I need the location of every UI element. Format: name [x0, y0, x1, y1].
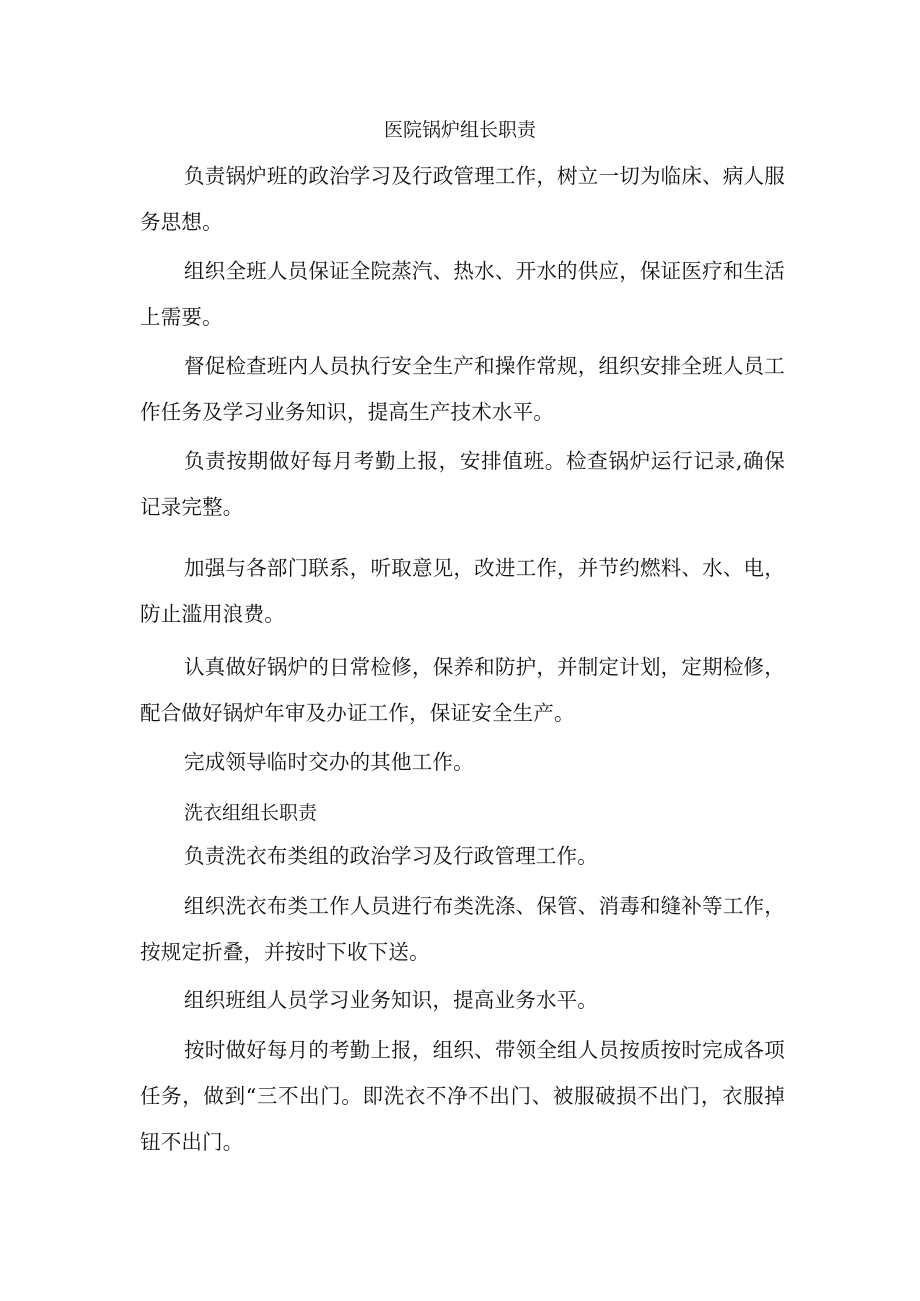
paragraph-2: 组织全班人员保证全院蒸汽、热水、开水的供应，保证医疗和生活上需要。: [140, 259, 785, 329]
paragraph-4: 负责按期做好每月考勤上报，安排值班。检查锅炉运行记录,确保记录完整。: [140, 449, 785, 519]
paragraph-10: 组织班组人员学习业务知识，提高业务水平。: [184, 988, 598, 1012]
paragraph-9: 组织洗衣布类工作人员进行布类洗涤、保管、消毒和缝补等工作，按规定折叠，并按时下收下送。: [140, 894, 785, 964]
paragraph-6: 认真做好锅炉的日常检修，保养和防护，并制定计划，定期检修，配合做好锅炉年审及办证工作，保证安全生产。: [140, 655, 785, 725]
document-title: 医院锅炉组长职责: [383, 119, 536, 141]
paragraph-5: 加强与各部门联系，听取意见，改进工作，并节约燃料、水、电，防止滥用浪费。: [140, 556, 785, 626]
paragraph-3: 督促检查班内人员执行安全生产和操作常规，组织安排全班人员工作任务及学习业务知识，提高生产技术水平。: [140, 354, 785, 424]
section-title-laundry: 洗衣组组长职责: [184, 802, 318, 824]
paragraph-1: 负责锅炉班的政治学习及行政管理工作，树立一切为临床、病人服务思想。: [140, 164, 785, 234]
paragraph-8: 负责洗衣布类组的政治学习及行政管理工作。: [184, 844, 598, 868]
paragraph-7: 完成领导临时交办的其他工作。: [184, 750, 474, 774]
paragraph-11: 按时做好每月的考勤上报，组织、带领全组人员按质按时完成各项任务，做到“三不出门。即洗衣不净不出门、被服破损不出门，衣服掉钮不出门。: [140, 1038, 785, 1154]
